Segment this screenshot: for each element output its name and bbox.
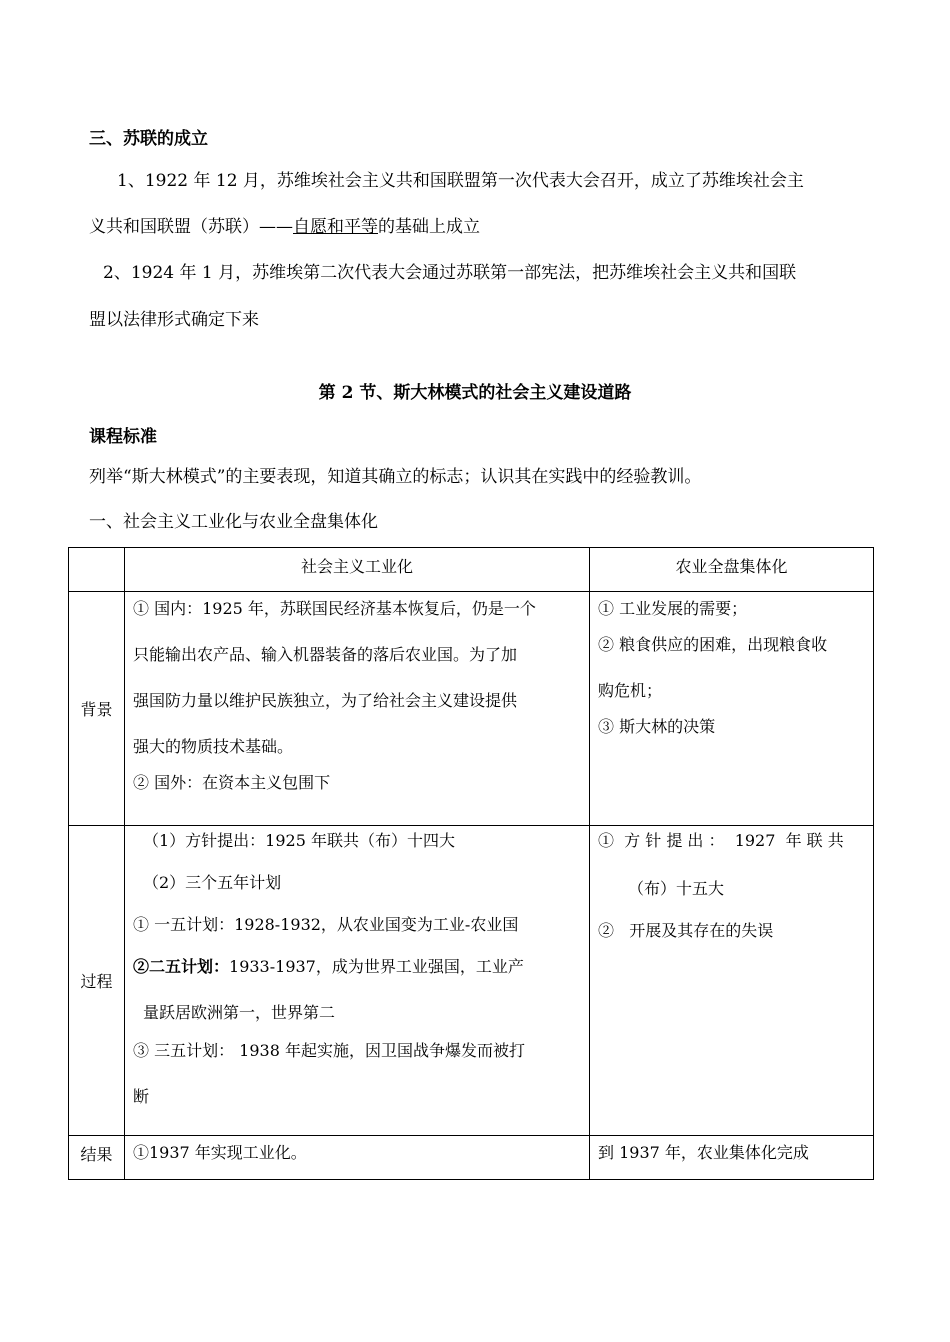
cell-line: ② 粮食供应的困难，出现粮食收 bbox=[598, 635, 828, 654]
header-cell-industry: 社会主义工业化 bbox=[125, 548, 590, 592]
industry-cell bbox=[125, 1136, 590, 1180]
cell-line: （2）三个五年计划 bbox=[143, 873, 282, 892]
bold-prefix: ②二五计划： bbox=[133, 957, 230, 976]
cell-line: ③ 斯大林的决策 bbox=[598, 717, 716, 736]
cell-line: 购危机； bbox=[598, 681, 663, 700]
underlined-phrase: 自愿和平等 bbox=[293, 217, 378, 237]
table-row bbox=[69, 826, 874, 1136]
subheading: 一、社会主义工业化与农业全盘集体化 bbox=[89, 512, 378, 532]
chapter-title: 第 2 节、斯大林模式的社会主义建设道路 bbox=[318, 383, 632, 403]
cell-line bbox=[133, 956, 581, 978]
paragraph-line: 盟以法律形式确定下来 bbox=[89, 310, 259, 330]
header-cell-agriculture: 农业全盘集体化 bbox=[590, 548, 874, 592]
header-cell-empty bbox=[69, 548, 125, 592]
cell-line: ①1937 年实现工业化。 bbox=[133, 1143, 307, 1162]
paragraph-text: 的基础上成立 bbox=[378, 217, 480, 237]
cell-line: 强国防力量以维护民族独立，为了给社会主义建设提供 bbox=[133, 691, 518, 710]
cell-line: ① 工业发展的需要； bbox=[598, 599, 748, 618]
cell-line: （1）方针提出：1925 年联共（布）十四大 bbox=[143, 831, 455, 850]
cell-line: 到 1937 年，农业集体化完成 bbox=[598, 1143, 809, 1162]
cell-line: （布）十五大 bbox=[628, 879, 725, 898]
paragraph-line: 1、1922 年 12 月，苏维埃社会主义共和国联盟第一次代表大会召开，成立了苏维埃社会主 bbox=[117, 171, 804, 191]
table-row bbox=[69, 1136, 874, 1180]
cell-line: ① 方 针 提 出 ： 1927 年 联 共 bbox=[598, 831, 844, 850]
cell-line: 断 bbox=[133, 1087, 150, 1106]
row-label: 背景 bbox=[69, 592, 125, 826]
standard-text: 列举“斯大林模式”的主要表现，知道其确立的标志；认识其在实践中的经验教训。 bbox=[89, 467, 702, 487]
agriculture-cell bbox=[590, 826, 874, 1136]
paragraph-line bbox=[89, 216, 480, 238]
cell-line: 强大的物质技术基础。 bbox=[133, 737, 294, 756]
comparison-table bbox=[68, 547, 874, 1180]
row-label: 过程 bbox=[69, 826, 125, 1136]
cell-text: 1933-1937，成为世界工业强国，工业产 bbox=[229, 957, 524, 976]
row-label: 结果 bbox=[69, 1136, 125, 1180]
table-row bbox=[69, 592, 874, 826]
paragraph-text: 义共和国联盟（苏联）—— bbox=[89, 217, 293, 237]
cell-line: 量跃居欧洲第一，世界第二 bbox=[143, 1003, 336, 1022]
paragraph-line: 2、1924 年 1 月，苏维埃第二次代表大会通过苏联第一部宪法，把苏维埃社会主义共和国联 bbox=[103, 263, 797, 283]
standard-heading: 课程标准 bbox=[89, 427, 157, 447]
cell-line: ① 国内：1925 年，苏联国民经济基本恢复后，仍是一个 bbox=[133, 599, 536, 618]
cell-line: ① 一五计划：1928-1932，从农业国变为工业-农业国 bbox=[133, 915, 519, 934]
cell-line: 只能输出农产品、输入机器装备的落后农业国。为了加 bbox=[133, 645, 518, 664]
agriculture-cell bbox=[590, 1136, 874, 1180]
industry-cell bbox=[125, 592, 590, 826]
section-heading: 三、苏联的成立 bbox=[89, 129, 208, 149]
cell-line: ② 开展及其存在的失误 bbox=[598, 921, 774, 940]
agriculture-cell bbox=[590, 592, 874, 826]
table-header-row bbox=[69, 548, 874, 592]
cell-line: ② 国外：在资本主义包围下 bbox=[133, 773, 331, 792]
cell-line: ③ 三五计划： 1938 年起实施，因卫国战争爆发而被打 bbox=[133, 1041, 525, 1060]
industry-cell bbox=[125, 826, 590, 1136]
